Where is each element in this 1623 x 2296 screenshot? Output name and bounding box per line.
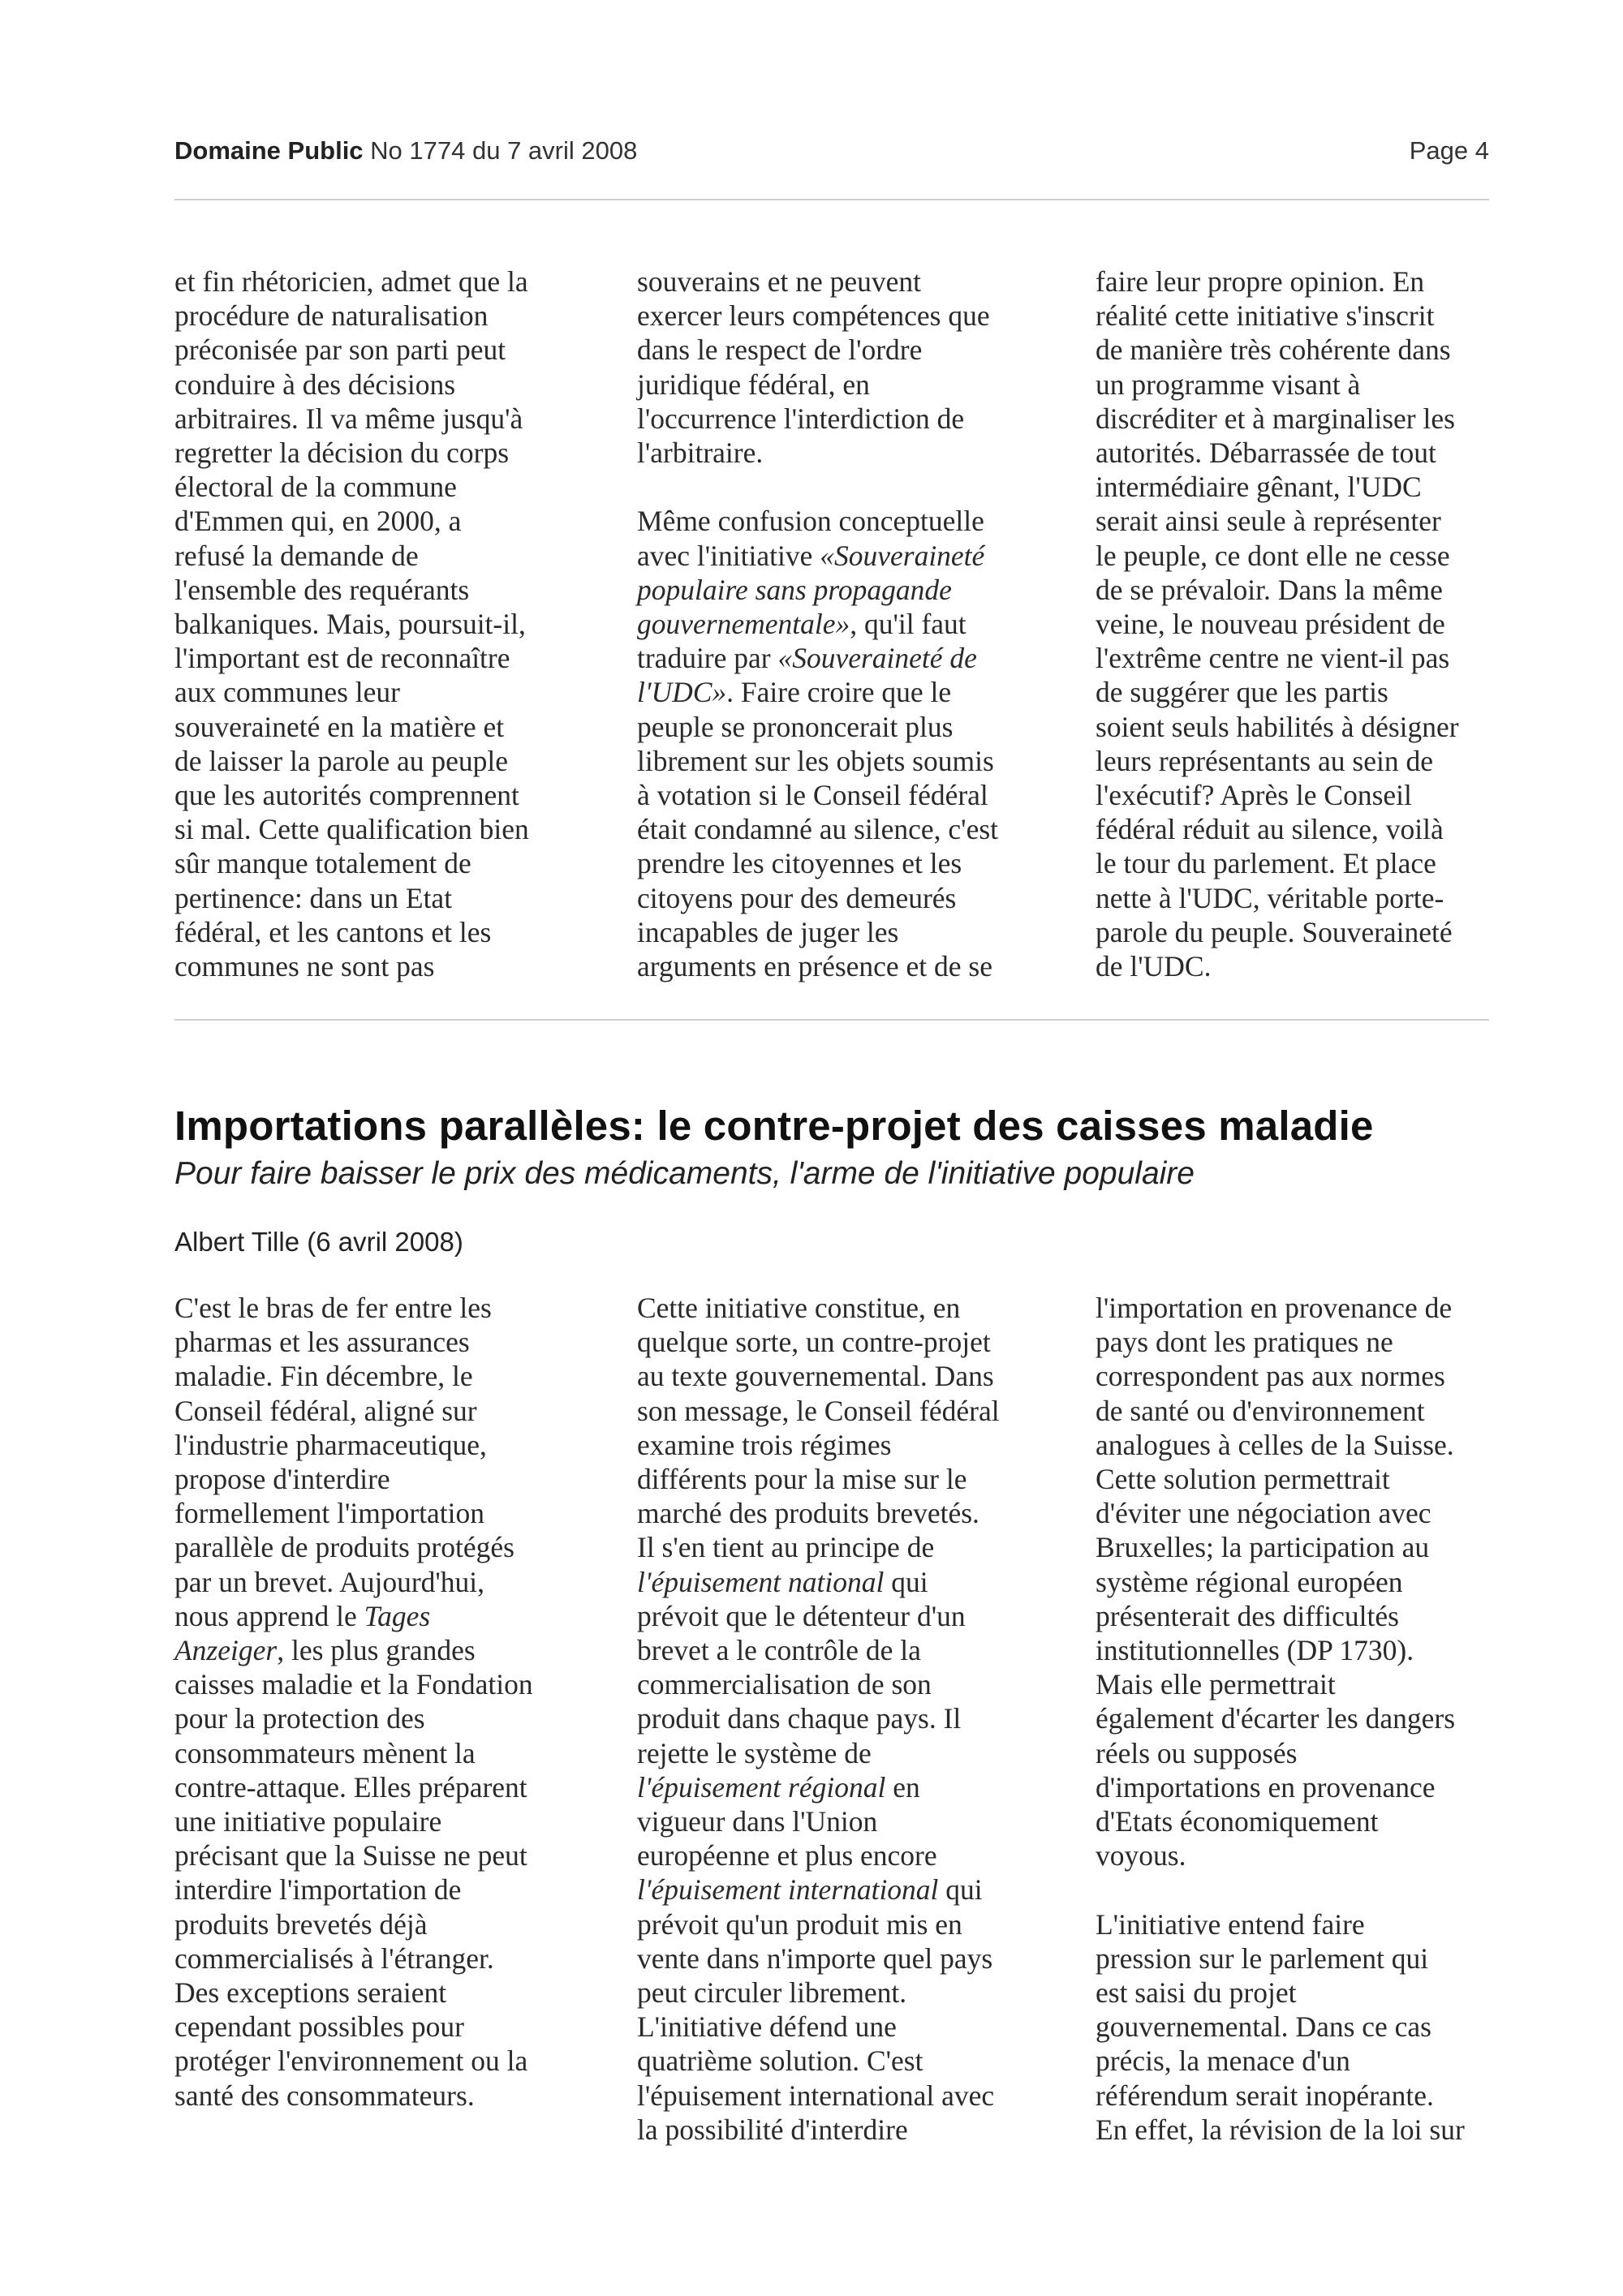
text-line: gouvernemental. Dans ce cas	[1096, 2010, 1431, 2044]
text-run: , qu'il faut	[850, 608, 966, 641]
italic-run: l'UDC»	[637, 676, 727, 709]
page-header	[174, 136, 1489, 169]
text-line: fédéral, et les cantons et les	[174, 915, 492, 948]
text-line: Des exceptions seraient	[174, 1976, 447, 2010]
text-line: Il s'en tient au principe de	[637, 1531, 935, 1564]
text-line: produits brevetés déjà	[174, 1907, 428, 1941]
text-line: l'exécutif? Après le Conseil	[1096, 779, 1412, 812]
article-divider	[174, 1019, 1489, 1021]
text-line: par un brevet. Aujourd'hui,	[174, 1565, 485, 1598]
text-line: prendre les citoyennes et les	[637, 847, 962, 880]
italic-run: l'épuisement régional	[637, 1770, 886, 1804]
text-line: cependant possibles pour	[174, 2010, 464, 2044]
article-paragraph	[1096, 1291, 1526, 1872]
text-line: L'initiative défend une	[637, 2010, 897, 2044]
text-line: précisant que la Suisse ne peut	[174, 1839, 527, 1872]
text-line: consommateurs mènent la	[174, 1736, 476, 1769]
text-line: nette à l'UDC, véritable porte-	[1096, 881, 1444, 914]
text-line: l'importation en provenance de	[1096, 1292, 1453, 1324]
text-line: Conseil fédéral, aligné sur	[174, 1394, 477, 1427]
text-line: Mais elle permettrait	[1096, 1668, 1336, 1701]
text-run: en	[885, 1770, 920, 1804]
text-line: pharmas et les assurances	[174, 1326, 470, 1359]
text-lines	[637, 1599, 1067, 1770]
text-line: arguments en présence et de se	[637, 950, 992, 983]
prev-article-column-3	[1096, 264, 1526, 983]
text-line: son message, le Conseil fédéral	[637, 1394, 1000, 1427]
text-line: l'important est de reconnaître	[174, 642, 510, 675]
text-line: de se prévaloir. Dans la même	[1096, 573, 1443, 606]
text-line: contre-attaque. Elles préparent	[174, 1770, 527, 1804]
italic-run: l'épuisement national	[637, 1565, 885, 1598]
text-line: que les autorités comprennent	[174, 779, 519, 812]
text-line: référendum serait inopérante.	[1096, 2079, 1434, 2112]
text-line: réels ou supposés	[1096, 1736, 1298, 1769]
text-line	[637, 607, 1067, 641]
prev-article-column-1	[174, 264, 605, 983]
text-line: pression sur le parlement qui	[1096, 1941, 1429, 1975]
text-line: Bruxelles; la participation au	[1096, 1531, 1430, 1564]
text-line: de manière très cohérente dans	[1096, 333, 1451, 367]
text-line: d'importations en provenance	[1096, 1770, 1436, 1804]
text-line	[637, 1565, 1067, 1599]
text-line: au texte gouvernemental. Dans	[637, 1360, 994, 1393]
text-line: d'Etats économiquement	[1096, 1805, 1379, 1838]
prev-article-paragraph	[637, 504, 1067, 983]
text-line: système régional européen	[1096, 1565, 1403, 1598]
text-line: formellement l'importation	[174, 1497, 485, 1530]
text-line: marché des produits brevetés.	[637, 1497, 979, 1530]
text-line: parallèle de produits protégés	[174, 1531, 514, 1564]
text-line: conduire à des décisions	[174, 368, 456, 401]
text-line: leurs représentants au sein de	[1096, 744, 1433, 777]
text-line: différents pour la mise sur le	[637, 1463, 967, 1496]
text-line: de santé ou d'environnement	[1096, 1394, 1425, 1427]
text-line: veine, le nouveau président de	[1096, 608, 1445, 641]
italic-run: Anzeiger	[174, 1634, 278, 1667]
text-line: librement sur les objets soumis	[637, 744, 994, 777]
text-line: quatrième solution. C'est	[637, 2044, 923, 2078]
text-line: L'initiative entend faire	[1096, 1907, 1365, 1941]
text-line: arbitraires. Il va même jusqu'à	[174, 402, 523, 435]
text-line	[174, 1633, 605, 1667]
text-line: incapables de juger les	[637, 915, 899, 948]
paragraph-gap	[637, 470, 1067, 504]
page-number: Page 4	[1409, 136, 1489, 165]
article-paragraph	[1096, 1907, 1526, 2147]
text-line: exercer leurs compétences que	[637, 299, 990, 333]
text-line	[637, 539, 1067, 573]
text-run: traduire par	[637, 642, 778, 675]
text-line: refusé la demande de	[174, 539, 419, 572]
text-line: le peuple, ce dont elle ne cesse	[1096, 539, 1450, 572]
italic-run: gouvernementale»	[637, 608, 850, 641]
text-line: l'extrême centre ne vient-il pas	[1096, 642, 1450, 675]
text-line	[174, 1599, 605, 1633]
article-column-2	[637, 1291, 1067, 2147]
text-line: et fin rhétoricien, admet que la	[174, 265, 528, 298]
text-line	[637, 1872, 1067, 1907]
text-lines	[637, 1907, 1067, 2147]
text-run: . Faire croire que le	[726, 676, 952, 709]
text-line: dans le respect de l'ordre	[637, 333, 923, 367]
text-line: Cette solution permettrait	[1096, 1463, 1390, 1496]
article-byline: Albert Tille (6 avril 2008)	[174, 1227, 463, 1257]
text-line: maladie. Fin décembre, le	[174, 1360, 473, 1393]
text-line: autorités. Débarrassée de tout	[1096, 436, 1436, 470]
text-lines	[174, 1291, 605, 1599]
text-line: réalité cette initiative s'inscrit	[1096, 299, 1435, 333]
text-line: est saisi du projet	[1096, 1976, 1297, 2010]
text-line: citoyens pour des demeurés	[637, 881, 957, 914]
text-line: le tour du parlement. Et place	[1096, 847, 1436, 880]
text-lines	[637, 710, 1067, 984]
text-run: avec l'initiative	[637, 539, 820, 572]
text-line: Même confusion conceptuelle	[637, 505, 984, 538]
italic-run: Tages	[364, 1599, 431, 1632]
text-line: prévoit qu'un produit mis en	[637, 1907, 962, 1941]
article-subtitle: Pour faire baisser le prix des médicaments, l'arme de l'initiative populaire	[174, 1156, 1195, 1191]
text-lines	[174, 1667, 605, 2113]
text-run: qui	[884, 1565, 928, 1598]
publication-name: Domaine Public	[174, 136, 364, 165]
text-line: communes ne sont pas	[174, 950, 435, 983]
text-line: précis, la menace d'un	[1096, 2044, 1350, 2078]
text-line: institutionnelles (DP 1730).	[1096, 1634, 1414, 1667]
italic-run: l'épuisement international	[637, 1873, 939, 1907]
text-run: , les plus grandes	[277, 1634, 476, 1667]
text-line: peut circuler librement.	[637, 1976, 907, 2010]
text-line: pour la protection des	[174, 1702, 425, 1735]
text-line: de l'UDC.	[1096, 950, 1212, 983]
article-column-1	[174, 1291, 605, 2113]
italic-run: populaire sans propagande	[637, 573, 952, 606]
text-line: santé des consommateurs.	[174, 2079, 475, 2112]
text-line: soient seuls habilités à désigner	[1096, 710, 1459, 743]
text-run: qui	[938, 1873, 983, 1907]
text-run: nous apprend le	[174, 1599, 364, 1632]
text-line: peuple se prononcerait plus	[637, 710, 954, 743]
text-line: vente dans n'importe quel pays	[637, 1941, 993, 1975]
text-line: C'est le bras de fer entre les	[174, 1292, 492, 1324]
prev-article-column-2	[637, 264, 1067, 983]
text-line: aux communes leur	[174, 676, 401, 709]
text-line: commercialisation de son	[637, 1668, 932, 1701]
text-line: européenne et plus encore	[637, 1839, 937, 1872]
text-line: regretter la décision du corps	[174, 436, 510, 470]
text-line: balkaniques. Mais, poursuit-il,	[174, 608, 526, 641]
text-line: parole du peuple. Souveraineté	[1096, 915, 1453, 948]
text-line: souverains et ne peuvent	[637, 265, 921, 298]
article-column-3	[1096, 1291, 1526, 2147]
text-line: prévoit que le détenteur d'un	[637, 1599, 966, 1632]
text-line	[637, 641, 1067, 675]
text-line: interdire l'importation de	[174, 1873, 462, 1907]
text-line: l'occurrence l'interdiction de	[637, 402, 965, 435]
text-line: analogues à celles de la Suisse.	[1096, 1428, 1454, 1461]
text-lines	[637, 1804, 1067, 1872]
text-line: était condamné au silence, c'est	[637, 813, 999, 846]
italic-run: «Souveraineté	[820, 539, 985, 572]
text-line: propose d'interdire	[174, 1463, 390, 1496]
text-line: un programme visant à	[1096, 368, 1361, 401]
text-line: l'industrie pharmaceutique,	[174, 1428, 487, 1461]
text-line: une initiative populaire	[174, 1805, 442, 1838]
text-line: l'épuisement international avec	[637, 2079, 995, 2112]
text-line: à votation si le Conseil fédéral	[637, 779, 988, 812]
text-line: voyous.	[1096, 1839, 1186, 1872]
italic-run: «Souveraineté de	[777, 642, 977, 675]
text-line: discréditer et à marginaliser les	[1096, 402, 1455, 435]
text-line: rejette le système de	[637, 1736, 872, 1769]
text-line: caisses maladie et la Fondation	[174, 1668, 533, 1701]
text-line: sûr manque totalement de	[174, 847, 471, 880]
header-divider	[174, 199, 1489, 200]
issue-info: No 1774 du 7 avril 2008	[370, 136, 638, 165]
text-line: examine trois régimes	[637, 1428, 892, 1461]
text-line: protéger l'environnement ou la	[174, 2044, 528, 2078]
text-line: pays dont les pratiques ne	[1096, 1326, 1393, 1359]
text-line: vigueur dans l'Union	[637, 1805, 878, 1838]
text-line: fédéral réduit au silence, voilà	[1096, 813, 1444, 846]
text-line: brevet a le contrôle de la	[637, 1634, 921, 1667]
text-lines	[637, 1291, 1067, 1565]
text-line: pertinence: dans un Etat	[174, 881, 453, 914]
article-title: Importations parallèles: le contre-projet des caisses maladie	[174, 1103, 1374, 1149]
text-line: Cette initiative constitue, en	[637, 1292, 961, 1324]
text-line: quelque sorte, un contre-projet	[637, 1326, 991, 1359]
text-line: préconisée par son parti peut	[174, 333, 506, 367]
text-line: d'éviter une négociation avec	[1096, 1497, 1431, 1530]
text-line: serait ainsi seule à représenter	[1096, 505, 1441, 538]
paragraph-gap	[1096, 1872, 1526, 1907]
text-line	[637, 573, 1067, 607]
text-line: de suggérer que les partis	[1096, 676, 1388, 709]
text-line: l'ensemble des requérants	[174, 573, 470, 606]
text-line: procédure de naturalisation	[174, 299, 489, 333]
text-line: faire leur propre opinion. En	[1096, 265, 1425, 298]
text-line: correspondent pas aux normes	[1096, 1360, 1445, 1393]
text-line: intermédiaire gênant, l'UDC	[1096, 471, 1422, 504]
text-line: également d'écarter les dangers	[1096, 1702, 1456, 1735]
text-line: si mal. Cette qualification bien	[174, 813, 529, 846]
text-line: produit dans chaque pays. Il	[637, 1702, 962, 1735]
text-line	[637, 675, 1067, 709]
text-line: présenterait des difficultés	[1096, 1599, 1399, 1632]
text-line: d'Emmen qui, en 2000, a	[174, 505, 462, 538]
text-line: juridique fédéral, en	[637, 368, 870, 401]
prev-article-paragraph	[637, 264, 1067, 470]
text-line: souveraineté en la matière et	[174, 710, 505, 743]
text-line: la possibilité d'interdire	[637, 2113, 908, 2146]
text-line	[637, 1770, 1067, 1804]
text-line: de laisser la parole au peuple	[174, 744, 509, 777]
text-line: électoral de la commune	[174, 471, 457, 504]
text-line: En effet, la révision de la loi sur	[1096, 2113, 1465, 2146]
text-line: commercialisés à l'étranger.	[174, 1941, 494, 1975]
text-line: l'arbitraire.	[637, 436, 764, 470]
